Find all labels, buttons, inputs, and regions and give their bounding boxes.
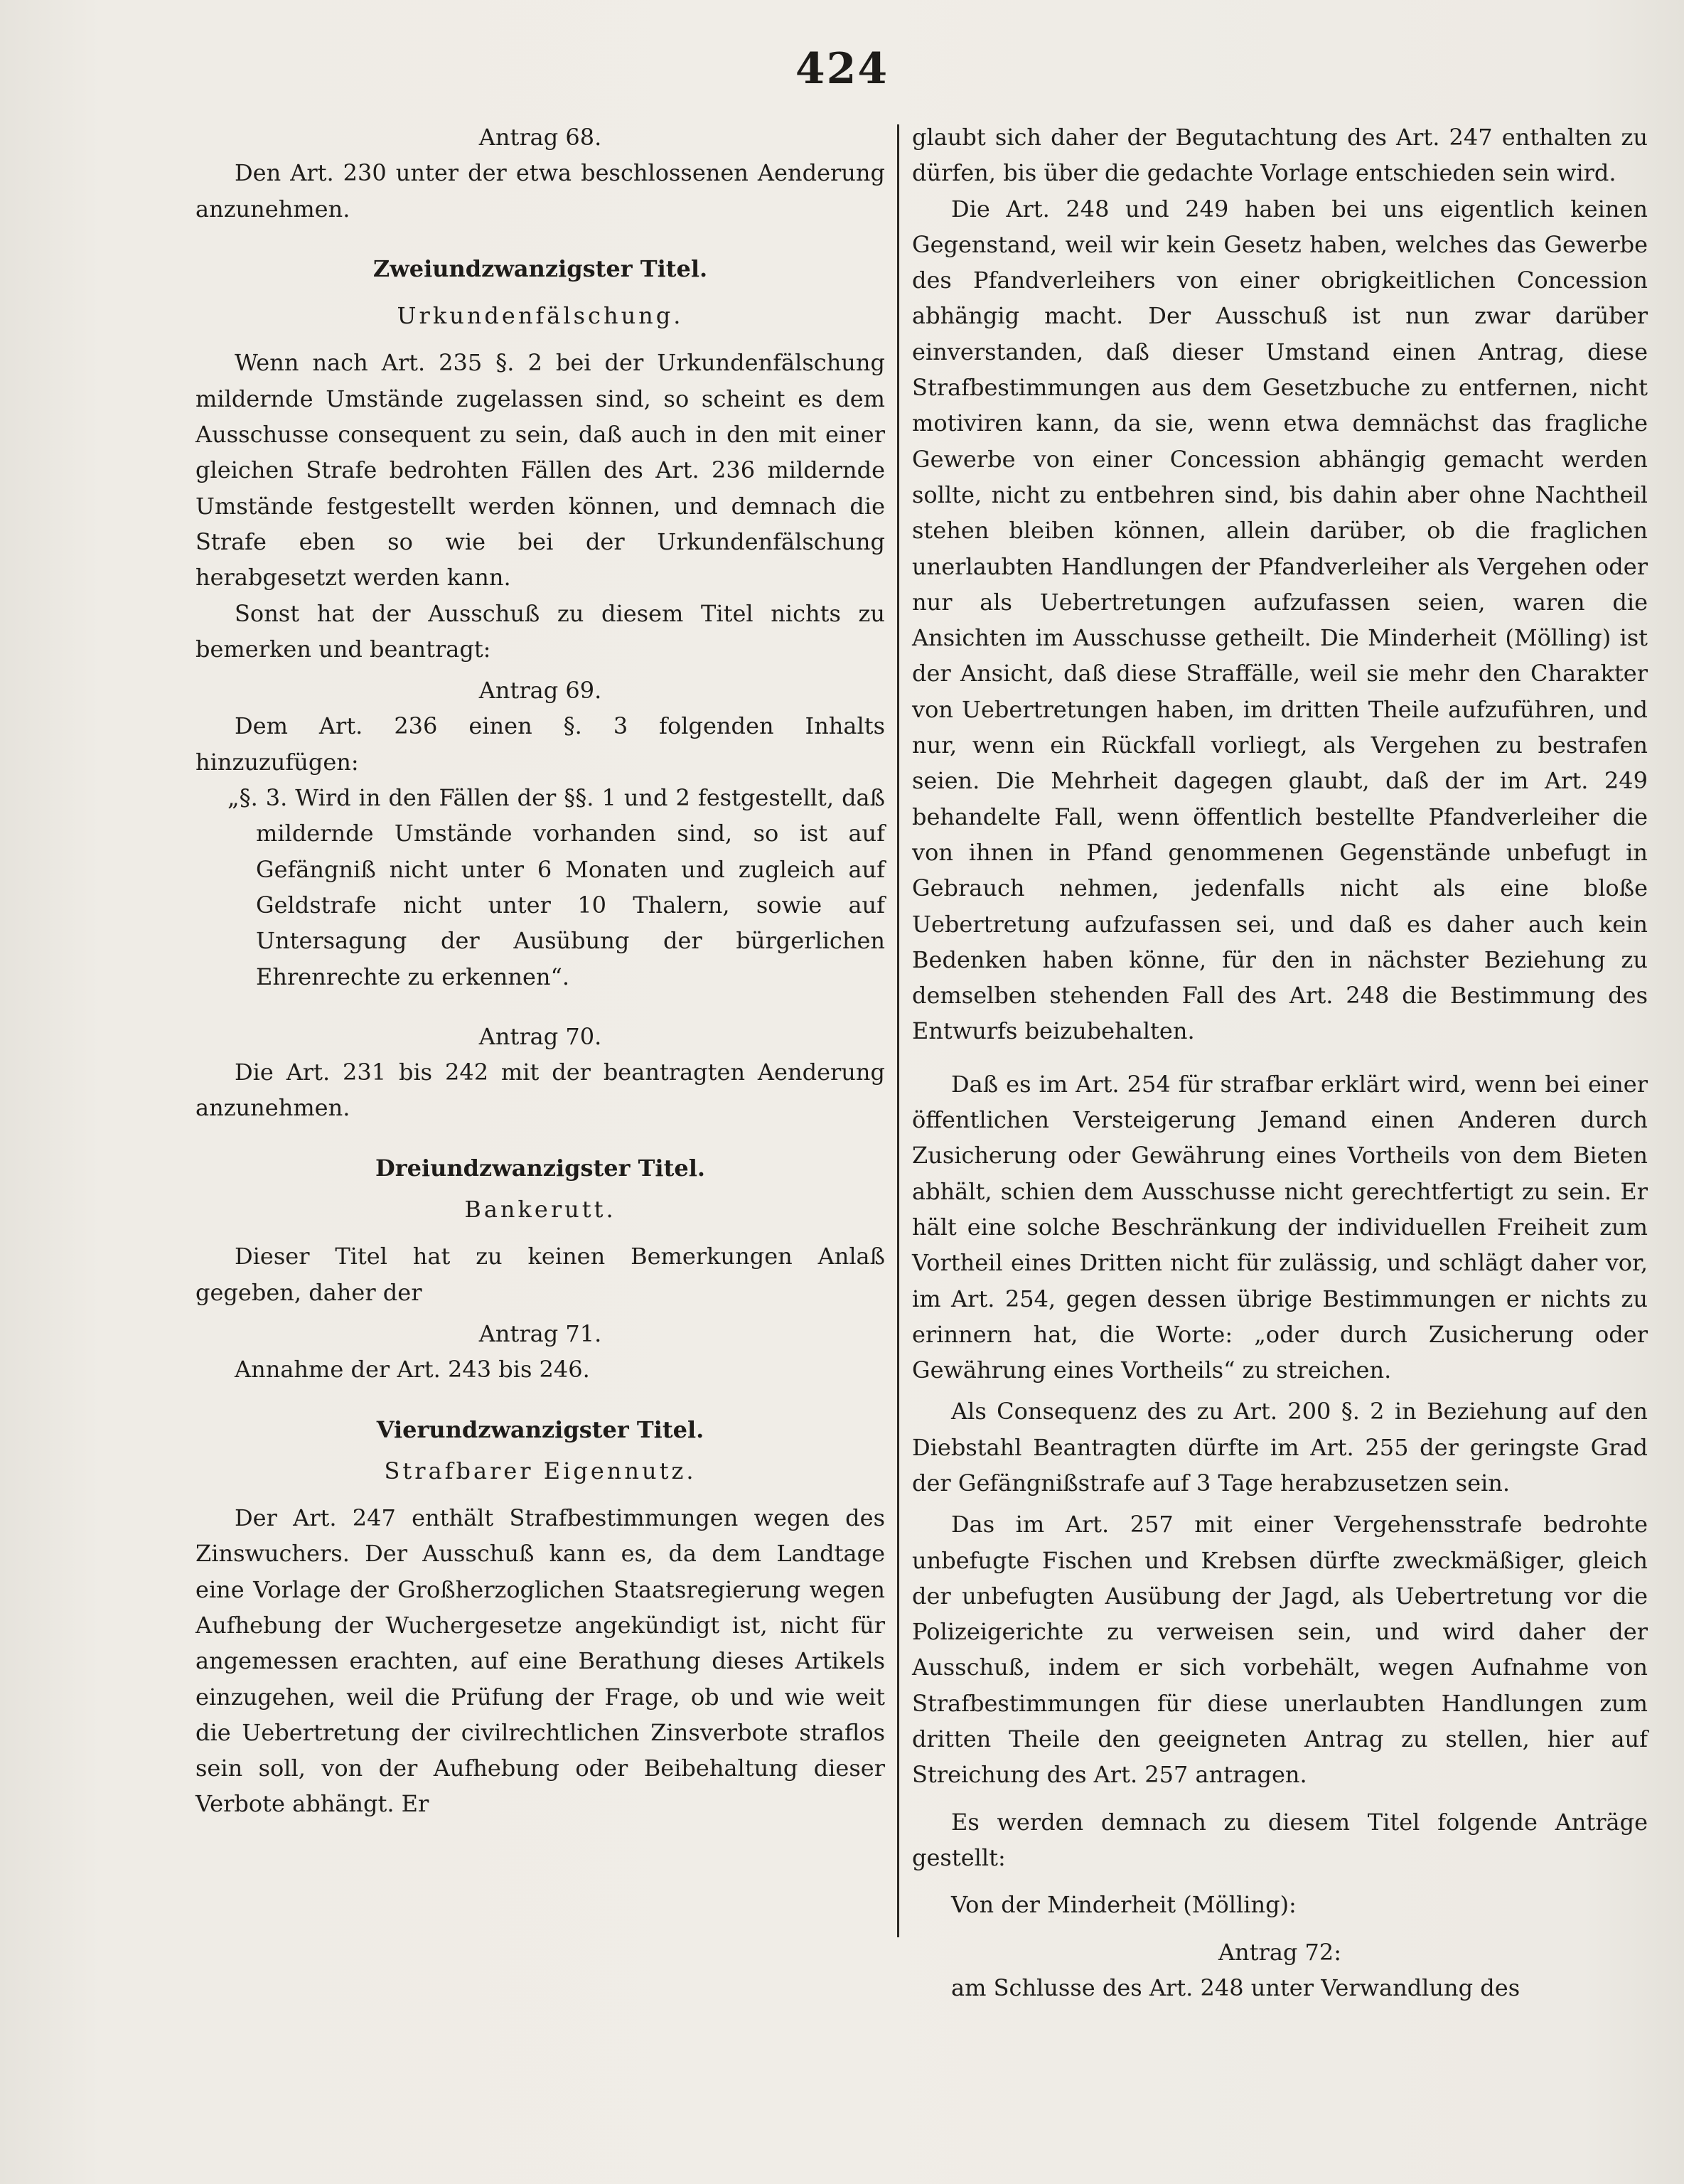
paragraph: Wenn nach Art. 235 §. 2 bei der Urkundenfälschung mildernde Umstände zugelassen sind, so scheint es dem Ausschusse consequent zu sein, daß auch in den mit einer gleichen Strafe bedrohten Fällen des Art. 236 mildernde Umstände festgestellt werden können, und demnach die Strafe eben so wie bei der Urkundenfälschung herabgesetzt werden kann. (195, 349, 885, 592)
paragraph: Das im Art. 257 mit einer Vergehensstrafe bedrohte unbefugte Fischen und Krebsen dürfte zweckmäßiger, gleich der unbefugten Ausübung der Jagd, als Uebertretung vor die Polizeigerichte zu verweisen sein, und wird daher der Ausschuß, indem er sich vorbehält, wegen Aufnahme von Strafbestimmungen für diese unerlaubten Handlungen zum dritten Theile den geeigneten Antrag zu stellen, hier auf Streichung des Art. 257 antragen. (912, 1511, 1648, 1789)
antrag-heading: Antrag 71. (478, 1320, 602, 1347)
paragraph: Es werden demnach zu diesem Titel folgende Anträge gestellt: (912, 1808, 1648, 1871)
paragraph: Dieser Titel hat zu keinen Bemerkungen Anlaß gegeben, daher der (195, 1243, 885, 1306)
paragraph: Als Consequenz des zu Art. 200 §. 2 in Beziehung auf den Diebstahl Beantragten dürfte im Art. 255 der geringste Grad der Gefängnißstrafe auf 3 Tage herabzusetzen sein. (912, 1398, 1648, 1497)
left-column (195, 119, 885, 1822)
paragraph: Die Art. 248 und 249 haben bei uns eigentlich keinen Gegenstand, weil wir kein Gesetz haben, welches das Gewerbe des Pfandverleihers von einer obrigkeitlichen Concession abhängig macht. Der Ausschuß ist nun zwar darüber einverstanden, daß dieser Umstand einen Antrag, diese Strafbestimmungen aus dem Gesetzbuche zu entfernen, nicht motiviren kann, da sie, wenn etwa demnächst das fragliche Gewerbe von einer Concession abhängig gemacht werden sollte, nicht zu entbehren sind, bis dahin aber ohne Nachtheil stehen bleiben können, allein darüber, ob die fraglichen unerlaubten Handlungen der Pfandverleiher als Vergehen oder nur als Uebertretungen aufzufassen seien, waren die Ansichten im Ausschusse getheilt. Die Minderheit (Mölling) ist der Ansicht, daß diese Straffälle, weil sie mehr den Charakter von Uebertretungen haben, im dritten Theile aufzuführen, und nur, wenn ein Rückfall vorliegt, als Vergehen zu bestrafen seien. Die Mehrheit dagegen glaubt, daß der im Art. 249 behandelte Fall, wenn öffentlich bestellte Pfandverleiher die von ihnen in Pfand genommenen Gegenstände unbefugt in Gebrauch nehmen, jedenfalls nicht als eine bloße Uebertretung aufzufassen sei, und daß es daher auch kein Bedenken haben könne, für den in nächster Beziehung zu demselben stehenden Fall des Art. 248 die Bestimmung des Entwurfs beizubehalten. (912, 195, 1648, 1045)
paragraph: Den Art. 230 unter der etwa beschlossenen Aenderung anzunehmen. (195, 159, 885, 223)
quoted-paragraph: „§. 3. Wird in den Fällen der §§. 1 und 2 festgestellt, daß mildernde Umstände vorhanden sind, so ist auf Gefängniß nicht unter 6 Monaten und zugleich auf Geldstrafe nicht unter 10 Thalern, sowie auf Untersagung der Ausübung der bürgerlichen Ehrenrechte zu erkennen“. (227, 784, 885, 990)
paragraph: Annahme der Art. 243 bis 246. (235, 1356, 590, 1383)
antrag-heading: Antrag 72: (1218, 1938, 1342, 1966)
section-title: Zweiundzwanzigster Titel. (372, 255, 708, 282)
paragraph: Von der Minderheit (Mölling): (951, 1891, 1297, 1919)
paragraph: Daß es im Art. 254 für strafbar erklärt wird, wenn bei einer öffentlichen Versteigerung Jemand einen Anderen durch Zusicherung oder Gewährung eines Vortheils von dem Bieten abhält, schien dem Ausschusse nicht gerechtfertigt zu sein. Er hält eine solche Beschränkung der individuellen Freiheit zum Vortheil eines Dritten nicht für zulässig, und schlägt daher vor, im Art. 254, gegen dessen übrige Bestimmungen er nichts zu erinnern hat, die Worte: „oder durch Zusicherung oder Gewährung eines Vortheils“ zu streichen. (912, 1070, 1648, 1384)
antrag-heading: Antrag 68. (478, 124, 602, 151)
paragraph: Die Art. 231 bis 242 mit der beantragten Aenderung anzunehmen. (195, 1059, 885, 1122)
page-number: 424 (795, 44, 889, 94)
paragraph: Der Art. 247 enthält Strafbestimmungen wegen des Zinswuchers. Der Ausschuß kann es, da dem Landtage eine Vorlage der Großherzoglichen Staatsregierung wegen Aufhebung der Wuchergesetze angekündigt ist, nicht für angemessen erachten, auf eine Berathung dieses Artikels einzugehen, weil die Prüfung der Frage, ob und wie weit die Uebertretung der civilrechtlichen Zinsverbote straflos sein soll, von der Aufhebung oder Beibehaltung dieser Verbote abhängt. Er (195, 1504, 885, 1818)
paragraph-continuation: glaubt sich daher der Begutachtung des Art. 247 enthalten zu dürfen, bis über die gedachte Vorlage entschieden sein wird. (912, 124, 1648, 187)
section-title: Dreiundzwanzigster Titel. (375, 1154, 705, 1182)
paragraph: Sonst hat der Ausschuß zu diesem Titel nichts zu bemerken und beantragt: (195, 599, 885, 663)
section-subtitle: Bankerutt. (464, 1196, 616, 1224)
section-title: Vierundzwanzigster Titel. (376, 1415, 704, 1443)
antrag-heading: Antrag 69. (478, 677, 602, 705)
section-subtitle: Urkundenfälschung. (397, 302, 684, 330)
paragraph: Dem Art. 236 einen §. 3 folgenden Inhalts hinzuzufügen: (195, 712, 885, 776)
section-subtitle: Strafbarer Eigennutz. (384, 1457, 697, 1484)
column-divider (897, 124, 899, 1937)
antrag-heading: Antrag 70. (478, 1022, 602, 1050)
paragraph: am Schlusse des Art. 248 unter Verwandlung des (951, 1974, 1521, 2001)
right-column (912, 119, 1648, 2006)
